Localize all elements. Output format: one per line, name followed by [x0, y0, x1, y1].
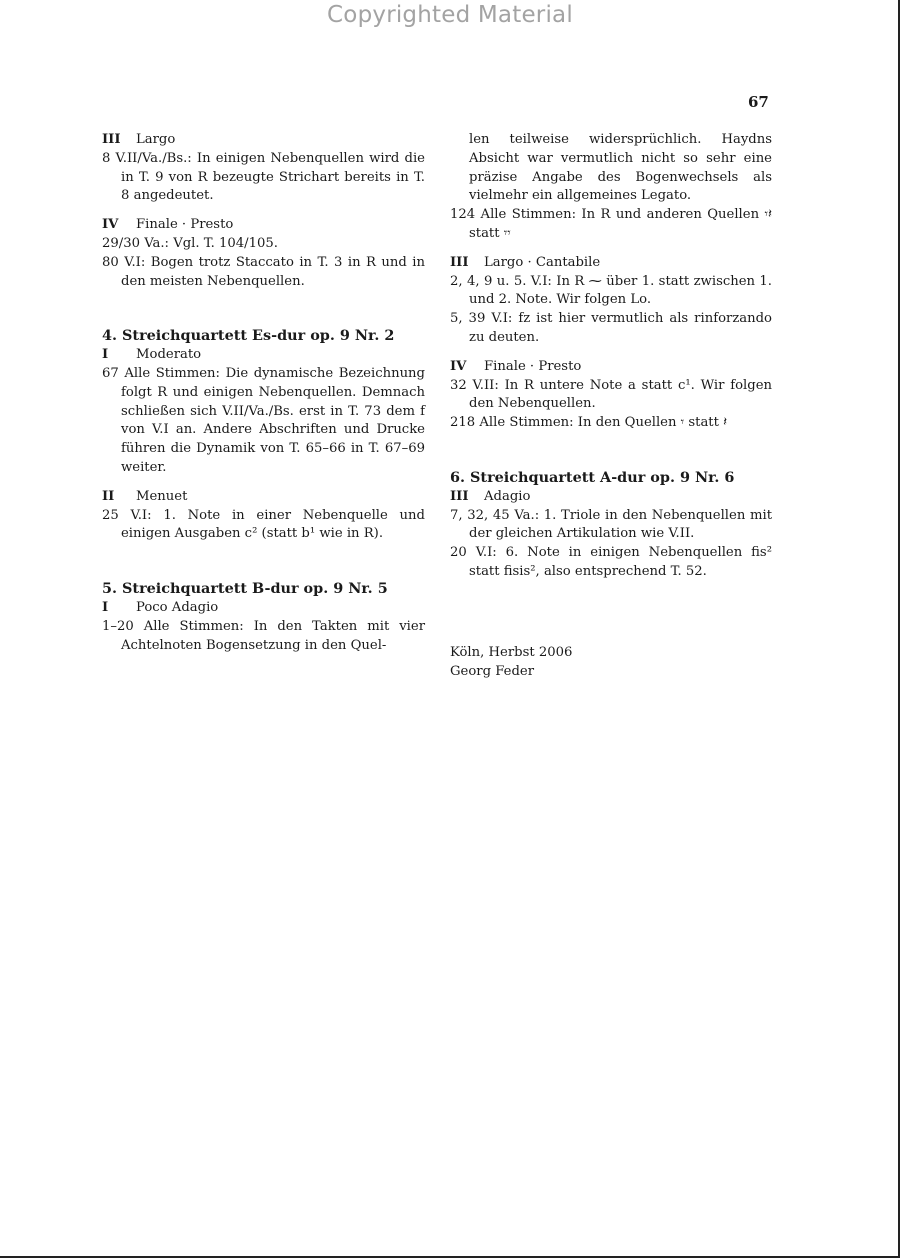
- copyright-watermark: Copyrighted Material: [327, 2, 573, 28]
- movement-title: Adagio: [484, 488, 531, 504]
- critical-note: 2, 4, 9 u. 5. V.I: In R ⁓ über 1. statt zwischen 1. und 2. Note. Wir folgen Lo.: [450, 273, 772, 308]
- critical-note: 20 V.I: 6. Note in einigen Nebenquellen fis² statt fisis², also entsprechend T. 52.: [450, 545, 772, 579]
- movement-heading: [102, 599, 425, 618]
- movement-heading: [102, 346, 425, 365]
- movement-heading: [450, 358, 772, 377]
- critical-note: 29/30 Va.: Vgl. T. 104/105.: [102, 235, 278, 251]
- critical-note: 124 Alle Stimmen: In R und anderen Quellen 𝄾𝄽 statt 𝄾𝄾: [450, 207, 772, 241]
- page-number: 67: [748, 93, 769, 111]
- left-column: [102, 131, 425, 655]
- movement-number: III: [450, 254, 469, 270]
- movement-title: Largo: [136, 132, 176, 147]
- movement-title: Menuet: [136, 488, 188, 504]
- movement-number: II: [102, 488, 115, 504]
- critical-note: 32 V.II: In R untere Note a statt c¹. Wir folgen den Nebenquellen.: [450, 377, 772, 412]
- quartet-heading: 6. Streichquartett A-dur op. 9 Nr. 6: [450, 468, 735, 486]
- movement-number: I: [102, 347, 109, 363]
- movement-title: Moderato: [136, 347, 202, 363]
- critical-note: 80 V.I: Bogen trotz Staccato in T. 3 in R und in den meisten Nebenquellen.: [102, 254, 425, 289]
- movement-title: Poco Adagio: [136, 599, 219, 615]
- movement-heading: [102, 216, 425, 235]
- critical-note: 1–20 Alle Stimmen: In den Takten mit vier Achtelnoten Bogensetzung in den Quel-: [102, 618, 425, 653]
- author-name: Georg Feder: [450, 663, 534, 679]
- movement-title: Finale · Presto: [136, 217, 234, 233]
- movement-heading: [450, 254, 772, 273]
- quartet-heading: 5. Streichquartett B-dur op. 9 Nr. 5: [102, 580, 388, 598]
- movement-number: III: [450, 488, 469, 504]
- critical-note: 5, 39 V.I: fz ist hier vermutlich als rinforzando zu deuten.: [450, 311, 772, 345]
- critical-note: 218 Alle Stimmen: In den Quellen 𝄾 statt 𝄽: [450, 415, 728, 431]
- movement-heading: [102, 131, 425, 150]
- right-column: [450, 131, 772, 681]
- movement-title: Largo · Cantabile: [484, 254, 601, 270]
- critical-note: 7, 32, 45 Va.: 1. Triole in den Nebenquellen mit der gleichen Artikulation wie V.II.: [450, 507, 772, 542]
- place-date: Köln, Herbst 2006: [450, 644, 573, 660]
- movement-number: IV: [450, 358, 467, 374]
- movement-number: III: [102, 132, 121, 147]
- critical-note: 25 V.I: 1. Note in einer Nebenquelle und einigen Ausgaben c² (statt b¹ wie in R).: [102, 507, 425, 542]
- movement-title: Finale · Presto: [484, 358, 582, 374]
- critical-note: 8 V.II/Va./Bs.: In einigen Nebenquellen wird die in T. 9 von R bezeugte Strichart bereits in T. 8 angedeutet.: [102, 150, 425, 204]
- movement-heading: [450, 488, 772, 507]
- quartet-heading: 4. Streichquartett Es-dur op. 9 Nr. 2: [102, 327, 395, 345]
- movement-heading: [102, 488, 425, 507]
- movement-number: IV: [102, 217, 119, 233]
- critical-note: 67 Alle Stimmen: Die dynamische Bezeichnung folgt R und einigen Nebenquellen. Demnach schließen sich V.II/Va./Bs. erst in T. 73 dem f von V.I an. Andere Abschriften und Drucke führen die Dynamik von T. 65–66 in T. 67–69 weiter.: [102, 365, 425, 475]
- critical-note-continuation: len teilweise widersprüchlich. Haydns Absicht war vermutlich nicht so sehr eine präzise Angabe des Bogenwechsels als vielmehr ein allgemeines Legato.: [469, 132, 772, 204]
- movement-number: I: [102, 599, 109, 615]
